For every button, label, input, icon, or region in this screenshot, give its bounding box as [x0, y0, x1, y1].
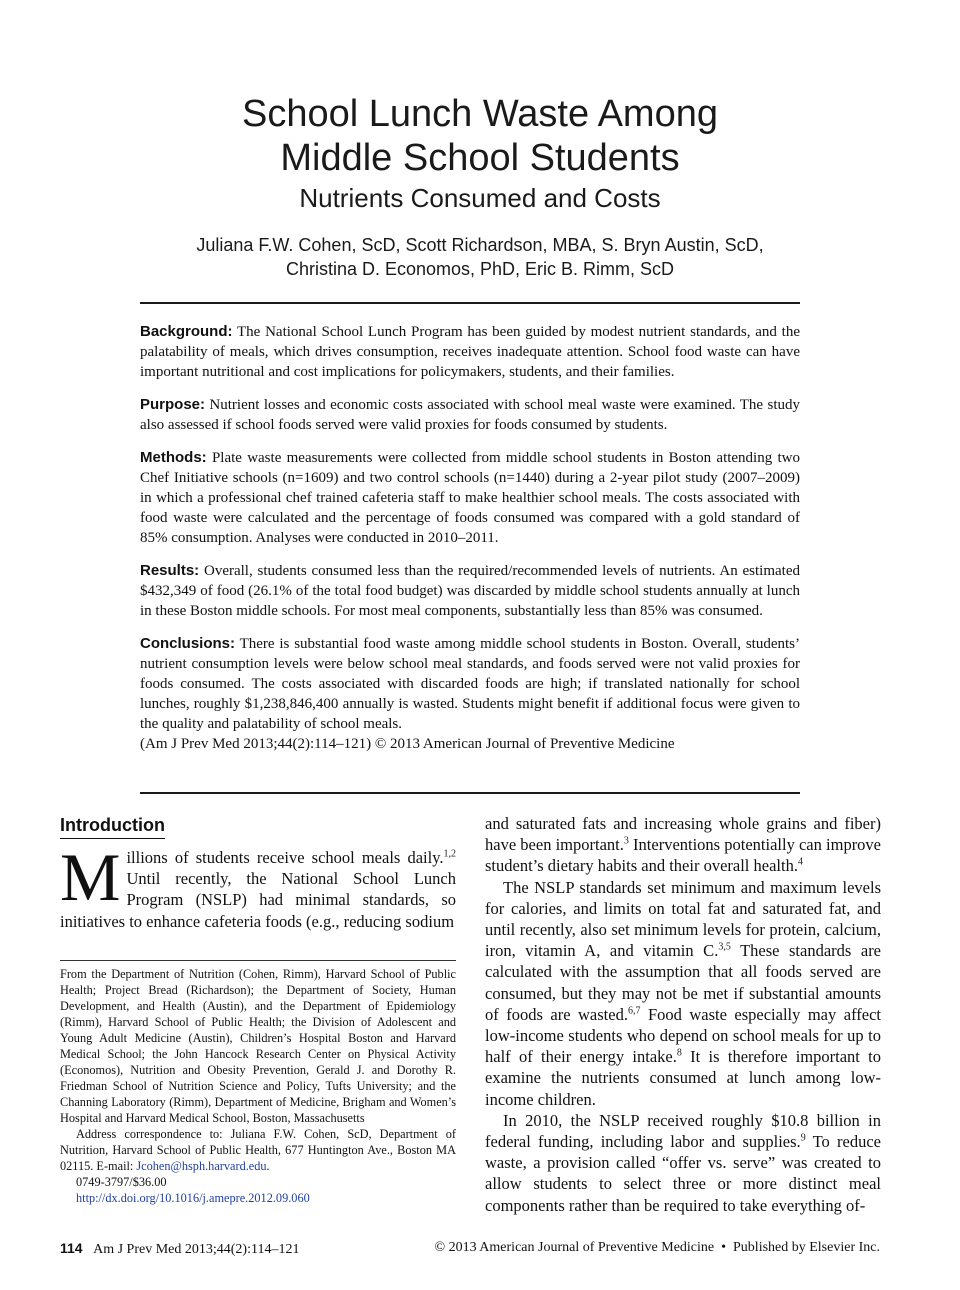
right-column [485, 813, 881, 1216]
methods-label: Methods: [140, 449, 207, 466]
abstract-background [140, 322, 800, 382]
methods-text: Plate waste measurements were collected from middle school students in Boston attending two Chef Initiative schools (n=1609) and two control schools (n=1440) during a 2-year pilot study (2007–2009) in which a professional chef trained cafeteria staff to make healthier school meals. The costs associated with food waste were calculated and the percentage of foods consumed was compared with a gold standard of 85% consumption. Analyses were conducted in 2010–2011. [140, 450, 800, 546]
citation-ref[interactable]: 3,5 [718, 941, 731, 953]
abstract-citation: (Am J Prev Med 2013;44(2):114–121) © 2013 American Journal of Preventive Medicine [140, 736, 675, 752]
doi-link[interactable]: http://dx.doi.org/10.1016/j.amepre.2012.09.060 [76, 1191, 310, 1205]
bullet-separator: • [721, 1240, 727, 1255]
correspondence-note [60, 1126, 456, 1174]
left-column [60, 813, 456, 932]
right-p1-text-b: Interventions potentially can improve student’s dietary habits and their overall health. [485, 835, 882, 876]
intro-text-b: Until recently, the National School Lunch Program (NSLP) had minimal standards, so initiatives to enhance cafeteria foods (e.g., reducing sodium [60, 869, 456, 931]
footnote-block [60, 966, 456, 1206]
affiliation-note: From the Department of Nutrition (Cohen, Rimm), Harvard School of Public Health; Project Bread (Richardson); the Department of Society, Human Development, and Health (Austin), and the Department of Epidemiology (Rimm), Harvard School of Public Health; the Division of Adolescent and Young Adult Medicine (Austin), Children’s Hospital Boston and Harvard Medical School; the John Hancock Research Center on Physical Activity (Economos), Nutrition and Obesity Prevention, Gerald J. and Dorothy R. Friedman School of Nutrition Science and Policy, Tufts University; and the Channing Laboratory (Rimm), Department of Medicine, Brigham and Women’s Hospital and Harvard Medical School, Boston, Massachusetts [60, 967, 456, 1125]
introduction-paragraph [60, 839, 456, 932]
background-text: The National School Lunch Program has been guided by modest nutrient standards, and the palatability of meals, which drives consumption, receives inadequate attention. School food waste can have important nutritional and cost implications for policymakers, students, and their families. [140, 324, 801, 380]
page-footer [60, 1238, 880, 1260]
copyright-text: © 2013 American Journal of Preventive Medicine [434, 1240, 715, 1255]
author-list [0, 233, 960, 281]
footnote-rule [60, 960, 456, 961]
background-label: Background: [140, 323, 233, 340]
page-number: 114 [60, 1240, 83, 1256]
purpose-label: Purpose: [140, 396, 206, 413]
abstract-conclusions [140, 634, 800, 734]
right-p3-text-a: In 2010, the NSLP received roughly $10.8 billion in federal funding, including labor and supplies. [485, 1110, 881, 1152]
citation-ref[interactable]: 4 [797, 856, 803, 868]
right-paragraph-2 [485, 877, 881, 1110]
conclusions-text: There is substantial food waste among middle school students in Boston. Overall, students’ nutrient consumption levels were below school meal standards, and foods served were not valid proxies for foods consumed. The costs associated with discarded foods are high; if translated nationally for school lunches, roughly $1,238,846,400 annually is wasted. Students might benefit if additional focus were given to the quality and palatability of school meals. [140, 636, 800, 732]
correspondence-text: Address correspondence to: Juliana F.W. Cohen, ScD, Department of Nutrition, Harvard School of Public Health, 677 Huntington Ave., Boston MA 02115. E-mail: [60, 1127, 456, 1173]
abstract-top-rule [140, 302, 800, 304]
author-line-1: Juliana F.W. Cohen, ScD, Scott Richardson, MBA, S. Bryn Austin, ScD, [196, 235, 764, 255]
right-p2-text-c: Food waste especially may affect low-income students who depend on school meals for up to half of their energy intake. [485, 1004, 881, 1067]
citation-ref[interactable]: 6,7 [627, 1005, 641, 1017]
abstract-methods [140, 448, 800, 548]
citation-ref[interactable]: 8 [676, 1047, 682, 1059]
footer-left [60, 1238, 299, 1260]
abstract [140, 322, 800, 767]
citation-ref[interactable]: 1,2 [443, 848, 456, 860]
article-title-line-1: School Lunch Waste Among [242, 93, 718, 135]
abstract-purpose [140, 395, 800, 435]
footer-right [434, 1238, 880, 1258]
article-title-line-2: Middle School Students [280, 137, 680, 179]
right-p2-text-d: It is therefore important to examine the nutrients consumed at lunch among low-income children. [485, 1047, 881, 1109]
right-paragraph-1 [485, 813, 881, 877]
journal-citation: Am J Prev Med 2013;44(2):114–121 [93, 1242, 300, 1257]
right-paragraph-3 [485, 1110, 881, 1216]
citation-ref[interactable]: 3 [623, 835, 629, 847]
issn-note: 0749-3797/$36.00 [76, 1175, 167, 1189]
conclusions-label: Conclusions: [140, 635, 236, 652]
abstract-bottom-rule [140, 792, 800, 794]
abstract-results [140, 561, 800, 621]
right-p3-text-b: To reduce waste, a provision called “offer vs. serve” was created to allow students to select three or more distinct meal components rather than be required to take everything of- [485, 1132, 881, 1215]
results-text: Overall, students consumed less than the required/recommended levels of nutrients. An estimated $432,349 of food (26.1% of the total food budget) was discarded by middle school students annually at lunch in these Boston middle schools. For most meal components, substantially less than 85% was consumed. [140, 563, 801, 619]
right-p2-text-a: The NSLP standards set minimum and maximum levels for calories, and limits on total fat and saturated fat, and until recently, also set minimum levels for protein, calcium, iron, vitamin A, and vitamin C. [485, 877, 881, 961]
article-title-block [0, 92, 960, 214]
author-line-2: Christina D. Economos, PhD, Eric B. Rimm, ScD [285, 259, 675, 279]
article-subtitle: Nutrients Consumed and Costs [299, 183, 661, 213]
purpose-text: Nutrient losses and economic costs associated with school meal waste were examined. The study also assessed if school foods served were valid proxies for foods consumed by students. [140, 397, 800, 433]
intro-text-a: illions of students receive school meals daily. [126, 848, 444, 867]
introduction-heading: Introduction [60, 813, 165, 839]
publisher-text: Published by Elsevier Inc. [733, 1240, 880, 1255]
right-p2-text-b: These standards are calculated with the assumption that all foods served are consumed, but they may not be met if substantial amounts of foods are wasted. [485, 941, 882, 1024]
right-p1-text-a: and saturated fats and increasing whole grains and fiber) have been important. [485, 814, 881, 855]
citation-ref[interactable]: 9 [800, 1132, 806, 1144]
correspondence-end: . [266, 1159, 270, 1173]
email-link[interactable]: Jcohen@hsph.harvard.edu [136, 1159, 267, 1173]
results-label: Results: [140, 562, 200, 579]
drop-cap: M [60, 839, 121, 915]
